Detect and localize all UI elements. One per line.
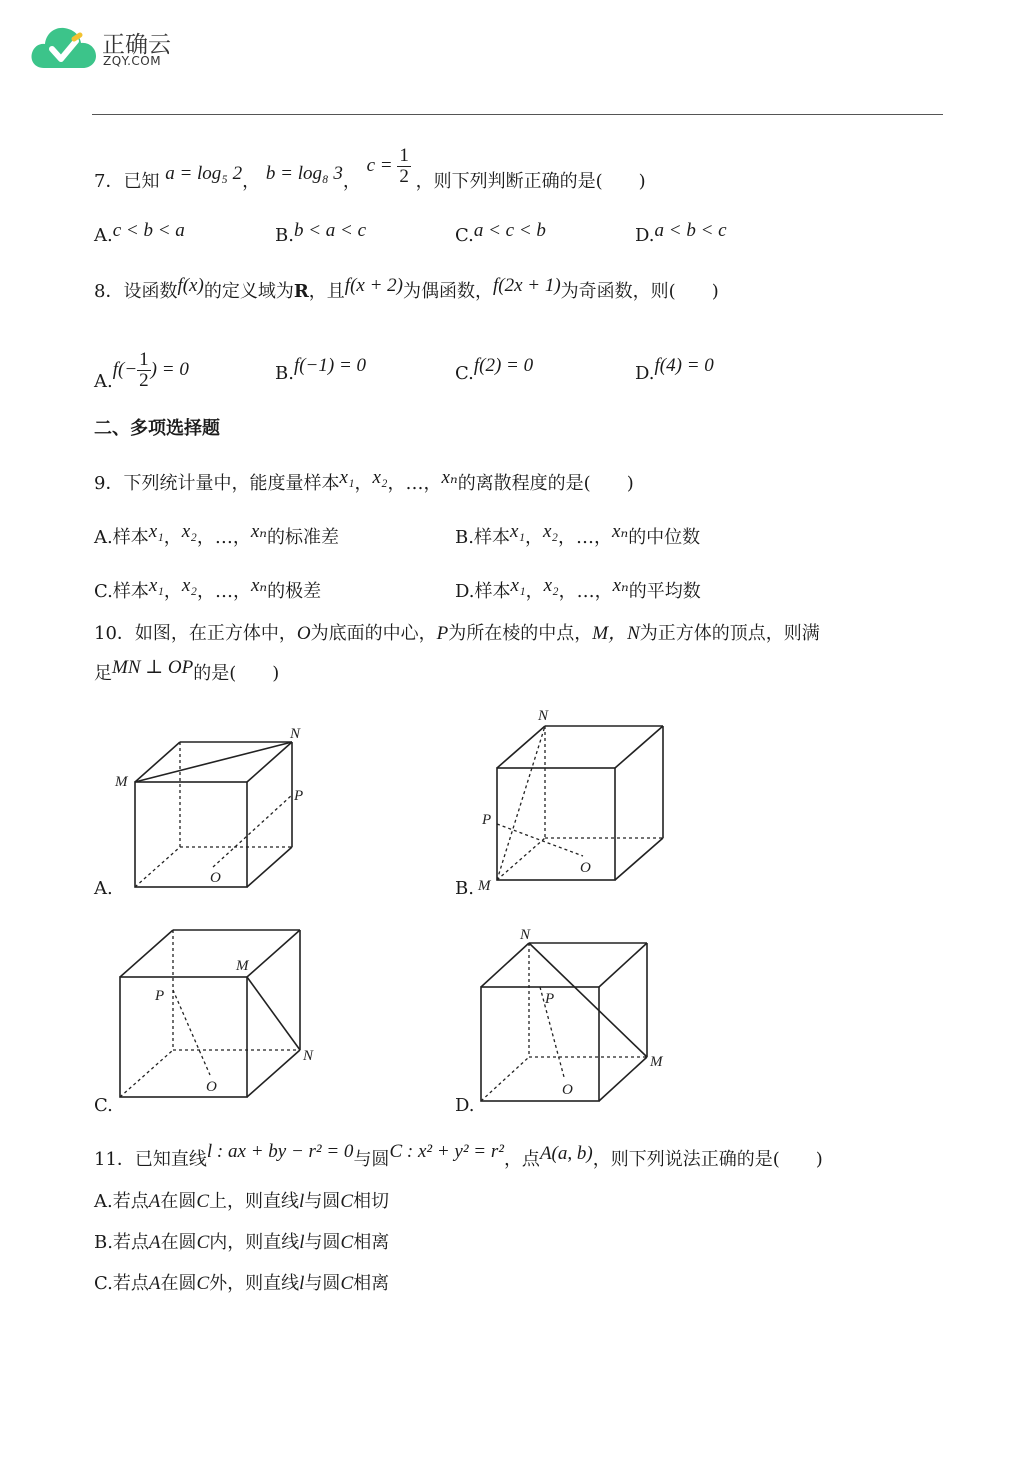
svg-text:M: M xyxy=(478,878,491,894)
q9-option-d: D.样本x₁，x₂，…，xₙ的平均数 xyxy=(455,575,701,602)
logo-name: 正确云 xyxy=(102,32,171,58)
q7-b-expr: b = log₈ 3 xyxy=(265,162,343,184)
fig-b-label: B. xyxy=(455,878,474,899)
fig-d-label: D. xyxy=(455,1095,475,1116)
cube-figure-c xyxy=(100,920,330,1105)
svg-text:M: M xyxy=(115,774,128,790)
svg-text:O: O xyxy=(562,1082,573,1098)
svg-text:N: N xyxy=(290,726,301,742)
header-divider xyxy=(92,114,943,115)
svg-text:P: P xyxy=(545,991,555,1007)
svg-text:O: O xyxy=(206,1079,217,1095)
cube-figure-a xyxy=(110,720,330,900)
cube-figure-b xyxy=(470,706,690,896)
q9-option-a: A.样本x₁，x₂，…，xₙ的标准差 xyxy=(94,521,339,548)
cloud-check-icon xyxy=(30,22,98,72)
svg-text:P: P xyxy=(155,988,165,1004)
q8-stem: 8．设函数f(x)的定义域为R，且f(x + 2)为偶函数，f(2x + 1)为奇函数，则( ) xyxy=(94,275,719,302)
svg-text:N: N xyxy=(520,927,531,943)
q11-option-c: C.若点A在圆C外，则直线l与圆C相离 xyxy=(94,1273,390,1294)
fig-c-label: C. xyxy=(94,1095,113,1116)
q8-option-b: B.f(−1) = 0 xyxy=(275,355,367,384)
svg-text:M: M xyxy=(650,1054,663,1070)
logo xyxy=(30,22,190,74)
q9-stem: 9．下列统计量中，能度量样本x₁，x₂，…，xₙ的离散程度的是( ) xyxy=(94,467,634,494)
q7-stem: 7．已知 a = log₅ 2， b = log₈ 3， c = $\frac{1}{2}$ ，则下列判断正确的是( ) xyxy=(94,145,646,192)
q7-option-b: B.b < a < c xyxy=(275,220,367,246)
svg-text:N: N xyxy=(303,1048,314,1064)
q11-option-a: A.若点A在圆C上，则直线l与圆C相切 xyxy=(94,1191,389,1212)
svg-text:M: M xyxy=(236,958,249,974)
svg-text:O: O xyxy=(210,870,221,886)
q9-option-b: B.样本x₁，x₂，…，xₙ的中位数 xyxy=(455,521,701,548)
section-heading: 二、多项选择题 xyxy=(94,418,220,439)
q8-option-a: A.f(− $\frac{1}{2}$ ) = 0 xyxy=(94,349,189,392)
q7-c-expr: c = $\frac{1}{2}$ xyxy=(366,145,409,187)
q10-stem-line2: 足MN ⊥ OP的是( ) xyxy=(94,657,280,684)
q7-option-d: D.a < b < c xyxy=(635,220,727,246)
q10-stem-line1: 10．如图，在正方体中，O为底面的中心，P为所在棱的中点，M，N为正方体的顶点，则满 xyxy=(94,623,820,644)
svg-text:P: P xyxy=(294,788,304,804)
logo-sub: ZQY.COM xyxy=(103,54,162,68)
q8-option-c: C.f(2) = 0 xyxy=(455,355,534,384)
q7-option-a: A.c < b < a xyxy=(94,220,185,246)
svg-text:O: O xyxy=(580,860,591,876)
q7-option-c: C.a < c < b xyxy=(455,220,546,246)
svg-text:P: P xyxy=(482,812,492,828)
q8-option-d: D.f(4) = 0 xyxy=(635,355,714,384)
q7-a-expr: a = log₅ 2 xyxy=(165,162,243,184)
svg-text:N: N xyxy=(538,708,549,724)
fig-a-label: A. xyxy=(94,878,113,899)
q9-option-c: C.样本x₁，x₂，…，xₙ的极差 xyxy=(94,575,322,602)
q11-option-b: B.若点A在圆C内，则直线l与圆C相离 xyxy=(94,1232,390,1253)
q11-stem: 11．已知直线l : ax + by − r² = 0与圆C : x² + y² = r²，点A(a, b)，则下列说法正确的是( ) xyxy=(94,1141,823,1170)
cube-figure-d xyxy=(465,925,695,1110)
